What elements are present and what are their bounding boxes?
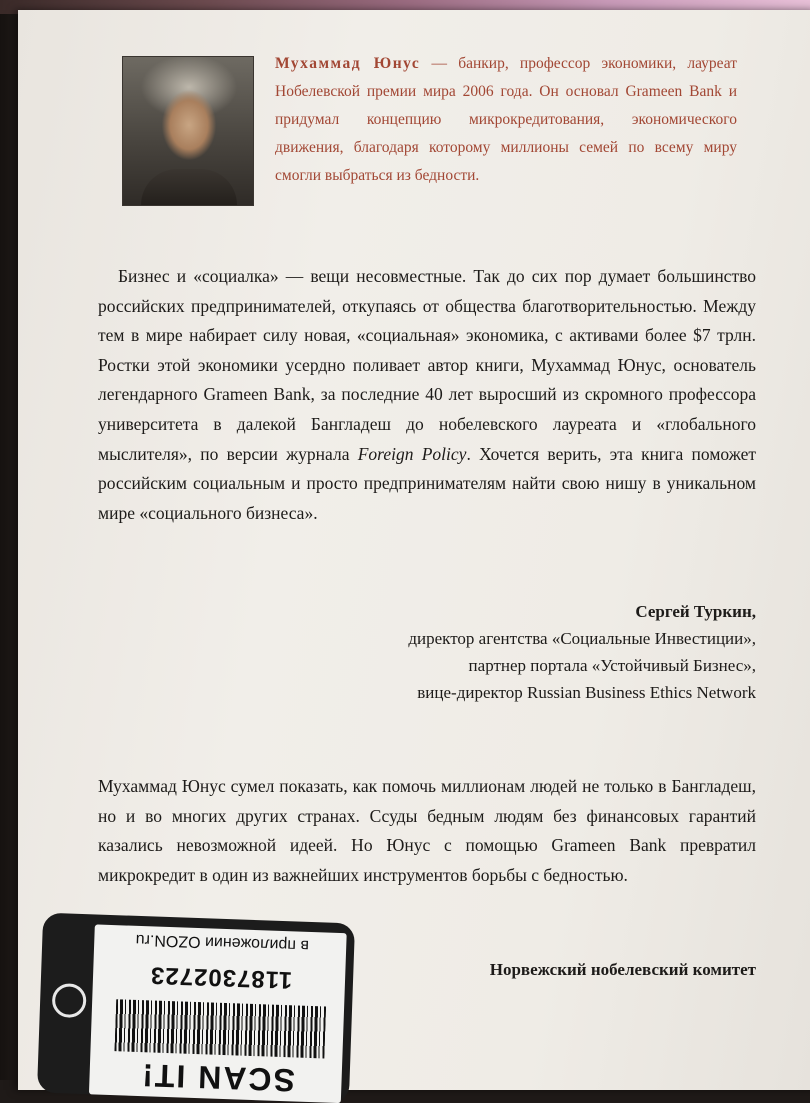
ozon-sticker — [37, 913, 355, 1103]
review-attribution-2 — [490, 956, 756, 983]
committee-name: Норвежский нобелевский комитет — [489, 960, 756, 979]
review-attribution-1 — [408, 598, 756, 706]
review-quote-2 — [98, 772, 756, 890]
review-quote-1-part1: Бизнес и «социалка» — вещи несовместные. Так до сих пор думает большинство российских предпринимателей, откупаясь от общества благотворительностью. Между тем в мире набирает силу новая, «социальная» экономика, с активами более $7 трлн. Ростки этой экономики усердно поливает автор книги, Мухаммад Юнус, основатель легендарного Grameen Bank, за последние 40 лет выросший из скромного профессора университета в далекой Бангладеш до нобелевского лауреата и «глобального мыслителя», по версии журнала — [98, 266, 756, 464]
author-name: Мухаммад Юнус — [275, 55, 421, 72]
reviewer-title-1: директор агентства «Социальные Инвестиции», — [408, 629, 756, 648]
reviewer-title-2: партнер портала «Устойчивый Бизнес», — [468, 656, 756, 675]
sticker-ozon-text: в приложении OZON.ru — [135, 930, 310, 954]
review-quote-2-text: Мухаммад Юнус сумел показать, как помочь миллионам людей не только в Бангладеш, но и во многих других странах. Ссуды бедным людям без финансовых гарантий казались невозможной идеей. Но Юнус с помощью Grameen Bank превратил микрокредит в один из важнейших инструментов борьбы с бедностью. — [98, 776, 756, 885]
author-bio — [275, 50, 737, 190]
author-photo-shirt — [141, 169, 237, 205]
review-quote-1 — [98, 262, 756, 528]
sticker-scan-text: SCAN IT! — [139, 1057, 296, 1099]
author-photo — [122, 56, 254, 206]
barcode-icon — [114, 999, 326, 1058]
journal-title: Foreign Policy — [357, 443, 467, 464]
reviewer-title-3: вице-директор Russian Business Ethics Network — [417, 683, 756, 702]
reviewer-name: Сергей Туркин, — [635, 602, 756, 621]
author-bio-text: — банкир, профессор экономики, лауреат Нобелевской премии мира 2006 года. Он основал Grameen Bank и придумал концепцию микрокредитования, экономического движения, благодаря которому миллионы семей по всему миру смогли выбраться из бедности. — [275, 55, 737, 184]
sticker-barcode-number: 1187302723 — [149, 961, 293, 994]
sticker-hole-icon — [52, 983, 87, 1018]
review-quote-1-part2: . Хочется верить, эта книга поможет российским социальным и просто предпринимателям найти свою нишу в уникальном мире «социального бизнеса». — [98, 443, 756, 523]
